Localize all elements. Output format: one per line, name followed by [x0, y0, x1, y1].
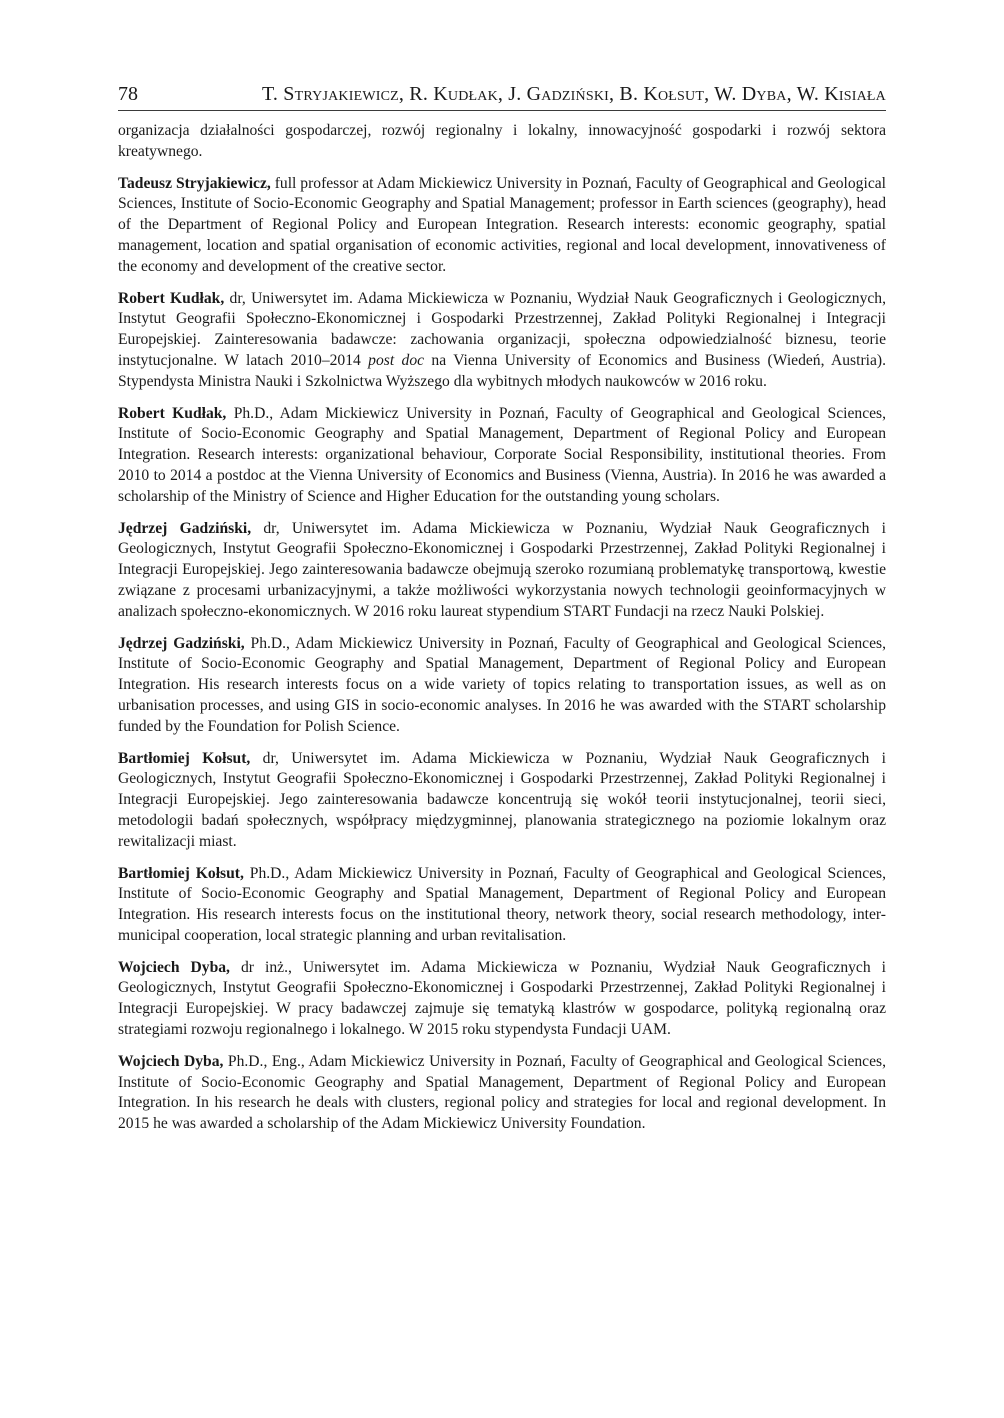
author-name: Bartłomiej Kołsut,	[118, 864, 244, 882]
paragraph-text: Ph.D., Eng., Adam Mickiewicz University in Poznań, Faculty of Geographical and Geological Sciences, Institute of Socio-Economic Geography and Spatial Management, Department of Regional Policy and European Integration. In his research he deals with clusters, regional policy and strategies for local and regional development. In 2015 he was awarded a scholarship of the Adam Mickiewicz University Foundation.	[118, 1052, 886, 1133]
paragraph-text: organizacja działalności gospodarczej, rozwój regionalny i lokalny, innowacyjność gospodarki i rozwój sektora kreatywnego.	[118, 122, 886, 160]
paragraph-text: dr, Uniwersytet im. Adama Mickiewicza w Poznaniu, Wydział Nauk Geograficznych i Geologicznych, Instytut Geografii Społeczno-Ekonomicznej i Gospodarki Przestrzennej, Zakład Polityki Regionalnej i Integracji Europejskiej. Zainteresowania badawcze: zachowania organizacji, społeczna odpowiedzialność biznesu, teorie instytucjonalne. W latach 2010–2014	[118, 289, 886, 369]
author-name: Tadeusz Stryjakiewicz,	[118, 174, 271, 192]
paragraph-text: Ph.D., Adam Mickiewicz University in Poznań, Faculty of Geographical and Geological Sciences, Institute of Socio-Economic Geography and Spatial Management, Department of Regional Policy and European Integration. His research interests focus on a wide variety of topics relating to transportation issues, as well as on urbanisation processes, and using GIS in socio-economic analyses. In 2016 he was awarded with the START scholarship funded by the Foundation for Polish Science.	[118, 634, 886, 735]
paragraph-text: dr, Uniwersytet im. Adama Mickiewicza w Poznaniu, Wydział Nauk Geograficznych i Geologicznych, Instytut Geografii Społeczno-Ekonomicznej i Gospodarki Przestrzennej, Zakład Polityki Regionalnej i Integracji Europejskiej. Jego zainteresowania badawcze koncentrują się wokół teorii instytucjonalnej, teorii sieci, metodologii badań społecznych, współpracy międzygminnej, planowania strategicznego na poziomie lokalnym oraz rewitalizacji miast.	[118, 749, 886, 850]
running-head-authors: T. Stryjakiewicz, R. Kudłak, J. Gadziński, B. Kołsut, W. Dyba, W. Kisiała	[261, 83, 886, 105]
paragraph-text-continued: na Vienna University of Economics and Business (Wiedeń, Austria). Stypendysta Ministra Nauki i Szkolnictwa Wyższego dla wybitnych młodych naukowców w 2016 roku.	[118, 351, 886, 390]
bio-paragraph-kudlak-pl	[118, 289, 886, 393]
paragraph-text: full professor at Adam Mickiewicz University in Poznań, Faculty of Geographical and Geological Sciences, Institute of Socio-Economic Geography and Spatial Management; professor in Earth sciences (geography), head of the Department of Regional Policy and European Integration. Research interests: economic geography, spatial management, location and spatial organisation of economic activities, regional and local development, innovativeness of the economy and development of the creative sector.	[118, 174, 886, 275]
paragraph-text: dr, Uniwersytet im. Adama Mickiewicza w Poznaniu, Wydział Nauk Geograficznych i Geologicznych, Instytut Geografii Społeczno-Ekonomicznej i Gospodarki Przestrzennej, Zakład Polityki Regionalnej i Integracji Europejskiej. Jego zainteresowania badawcze obejmują szeroko rozumianą problematykę transportową, kwestie związane z procesami urbanizacyjnymi, a także możliwości wykorzystania nowych technologii geoinformacyjnych w analizach społeczno-ekonomicznych. W 2016 roku laureat stypendium START Fundacji na rzecz Nauki Polskiej.	[118, 519, 886, 620]
running-head	[118, 80, 886, 111]
page-number: 78	[118, 83, 138, 105]
author-name: Jędrzej Gadziński,	[118, 634, 245, 652]
italic-term: post doc	[368, 351, 425, 369]
author-name: Bartłomiej Kołsut,	[118, 749, 251, 767]
paragraph-text: Ph.D., Adam Mickiewicz University in Poznań, Faculty of Geographical and Geological Sciences, Institute of Socio-Economic Geography and Spatial Management, Department of Regional Policy and European Integration. Research interests: organizational behaviour, Corporate Social Responsibility, institutional theories. From 2010 to 2014 a postdoc at the Vienna University of Economics and Business (Vienna, Austria). In 2016 he was awarded a scholarship of the Ministry of Science and Higher Education for the outstanding young scholars.	[118, 404, 887, 505]
bio-paragraph-kolsut-en	[118, 864, 886, 947]
bio-paragraph-continuation	[118, 121, 886, 163]
paragraph-text: dr inż., Uniwersytet im. Adama Mickiewicza w Poznaniu, Wydział Nauk Geograficznych i Geologicznych, Instytut Geografii Społeczno-Ekonomicznej i Gospodarki Przestrzennej, Zakład Polityki Regionalnej i Integracji Europejskiej. W pracy badawczej zajmuje się tematyką klastrów w gospodarce, polityką regionalną oraz strategiami rozwoju regionalnego i lokalnego. W 2015 roku stypendysta Fundacji UAM.	[118, 958, 886, 1039]
author-name: Robert Kudłak,	[118, 404, 227, 422]
bio-paragraph-gadzinski-pl	[118, 519, 886, 623]
paragraph-text: Ph.D., Adam Mickiewicz University in Poznań, Faculty of Geographical and Geological Sciences, Institute of Socio-Economic Geography and Spatial Management, Department of Regional Policy and European Integration. His research interests focus on the institutional theory, network theory, social research methodology, inter-municipal cooperation, local strategic planning and urban revitalisation.	[118, 864, 886, 944]
author-name: Wojciech Dyba,	[118, 958, 230, 976]
bio-paragraph-dyba-pl	[118, 958, 886, 1041]
bio-paragraph-kudlak-en	[118, 404, 886, 508]
document-page	[118, 80, 886, 1146]
bio-paragraph-stryjakiewicz-en	[118, 174, 886, 278]
bio-paragraph-gadzinski-en	[118, 634, 886, 738]
author-name: Wojciech Dyba,	[118, 1052, 224, 1070]
bio-paragraph-dyba-en	[118, 1052, 886, 1135]
author-name: Robert Kudłak,	[118, 289, 225, 307]
bio-content	[118, 121, 886, 1135]
author-name: Jędrzej Gadziński,	[118, 519, 252, 537]
bio-paragraph-kolsut-pl	[118, 749, 886, 853]
